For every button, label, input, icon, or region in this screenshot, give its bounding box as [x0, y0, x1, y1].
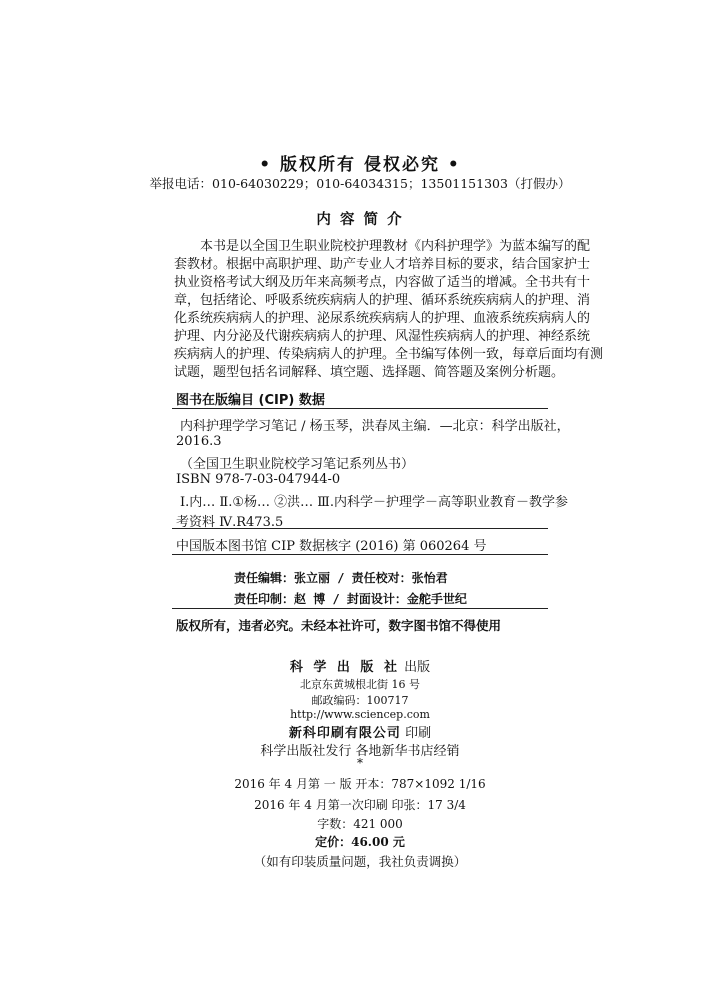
printing-line: 2016 年 4 月第一次印刷 印张：17 3/4 [254, 798, 466, 812]
summary-line: 执业资格考试大纲及历年来高频考点，内容做了适当的增减。全书共有十 [174, 275, 591, 290]
summary-line: 试题，题型包括名词解释、填空题、选择题、简答题及案例分析题。 [174, 365, 565, 380]
divider [172, 408, 548, 409]
cip-title-line: 内科护理学学习笔记 / 杨玉琴，洪春凤主编．—北京：科学出版社， [180, 419, 570, 434]
summary-line: 化系统疾病病人的护理、泌尿系统疾病病人的护理、血液系统疾病病人的 [174, 311, 591, 326]
distribution-line: 科学出版社发行 各地新华书店经销 [260, 744, 460, 759]
divider [172, 528, 548, 529]
copyright-heading: • 版权所有 侵权必究 • [259, 155, 461, 175]
staff-production: 责任印制：赵 博 / 封面设计：金舵手世纪 [234, 592, 467, 606]
cip-classification: Ⅰ.内… Ⅱ.①杨… ②洪… Ⅲ.内科学－护理学－高等职业教育－教学参 [180, 495, 568, 510]
cip-heading: 图书在版编目 (CIP) 数据 [176, 393, 325, 408]
cip-isbn: ISBN 978-7-03-047944-0 [176, 472, 341, 487]
summary-line: 套教材。根据中高职护理、助产专业人才培养目标的要求，结合国家护士 [174, 257, 591, 272]
cip-date-line: 2016.3 [176, 434, 222, 449]
quality-note: （如有印装质量问题，我社负责调换） [253, 854, 467, 869]
printer-suffix: 印刷 [405, 726, 432, 741]
printer-name: 新科印刷有限公司 [288, 726, 401, 741]
rights-notice: 版权所有，违者必究。未经本社许可，数字图书馆不得使用 [176, 618, 502, 633]
publisher-name: 科 学 出 版 社 [289, 660, 400, 675]
summary-title: 内 容 简 介 [316, 212, 404, 228]
summary-line: 护理、内分泌及代谢疾病病人的护理、风湿性疾病病人的护理、神经系统 [174, 329, 591, 344]
publisher-website: http://www.sciencep.com [290, 708, 430, 721]
summary-line: 章，包括绪论、呼吸系统疾病病人的护理、循环系统疾病病人的护理、消 [174, 293, 591, 308]
publisher-address: 北京东黄城根北街 16 号 [300, 678, 420, 691]
cip-classification-cont: 考资料 Ⅳ.R473.5 [176, 515, 284, 530]
publisher-suffix: 出版 [404, 660, 431, 675]
price: 定价：46.00 元 [315, 835, 405, 849]
word-count: 字数：421 000 [317, 817, 403, 831]
publisher-line [0, 656, 720, 675]
report-hotline: 举报电话：010-64030229；010-64034315；13501151303（打假办） [149, 176, 571, 191]
cip-record-number: 中国版本图书馆 CIP 数据核字 (2016) 第 060264 号 [176, 539, 487, 554]
cip-series-line: （全国卫生职业院校学习笔记系列丛书） [180, 457, 415, 472]
summary-line: 疾病病人的护理、传染病病人的护理。全书编写体例一致，每章后面均有测 [174, 347, 604, 362]
printer-line [0, 722, 720, 741]
separator-star: * [357, 756, 363, 770]
divider [172, 608, 548, 609]
staff-editors: 责任编辑：张立丽 / 责任校对：张怡君 [234, 571, 448, 585]
edition-line: 2016 年 4 月第 一 版 开本：787×1092 1/16 [234, 777, 486, 791]
publisher-postcode: 邮政编码：100717 [311, 694, 409, 707]
summary-line: 本书是以全国卫生职业院校护理教材《内科护理学》为蓝本编写的配 [200, 239, 591, 254]
divider [172, 554, 548, 555]
